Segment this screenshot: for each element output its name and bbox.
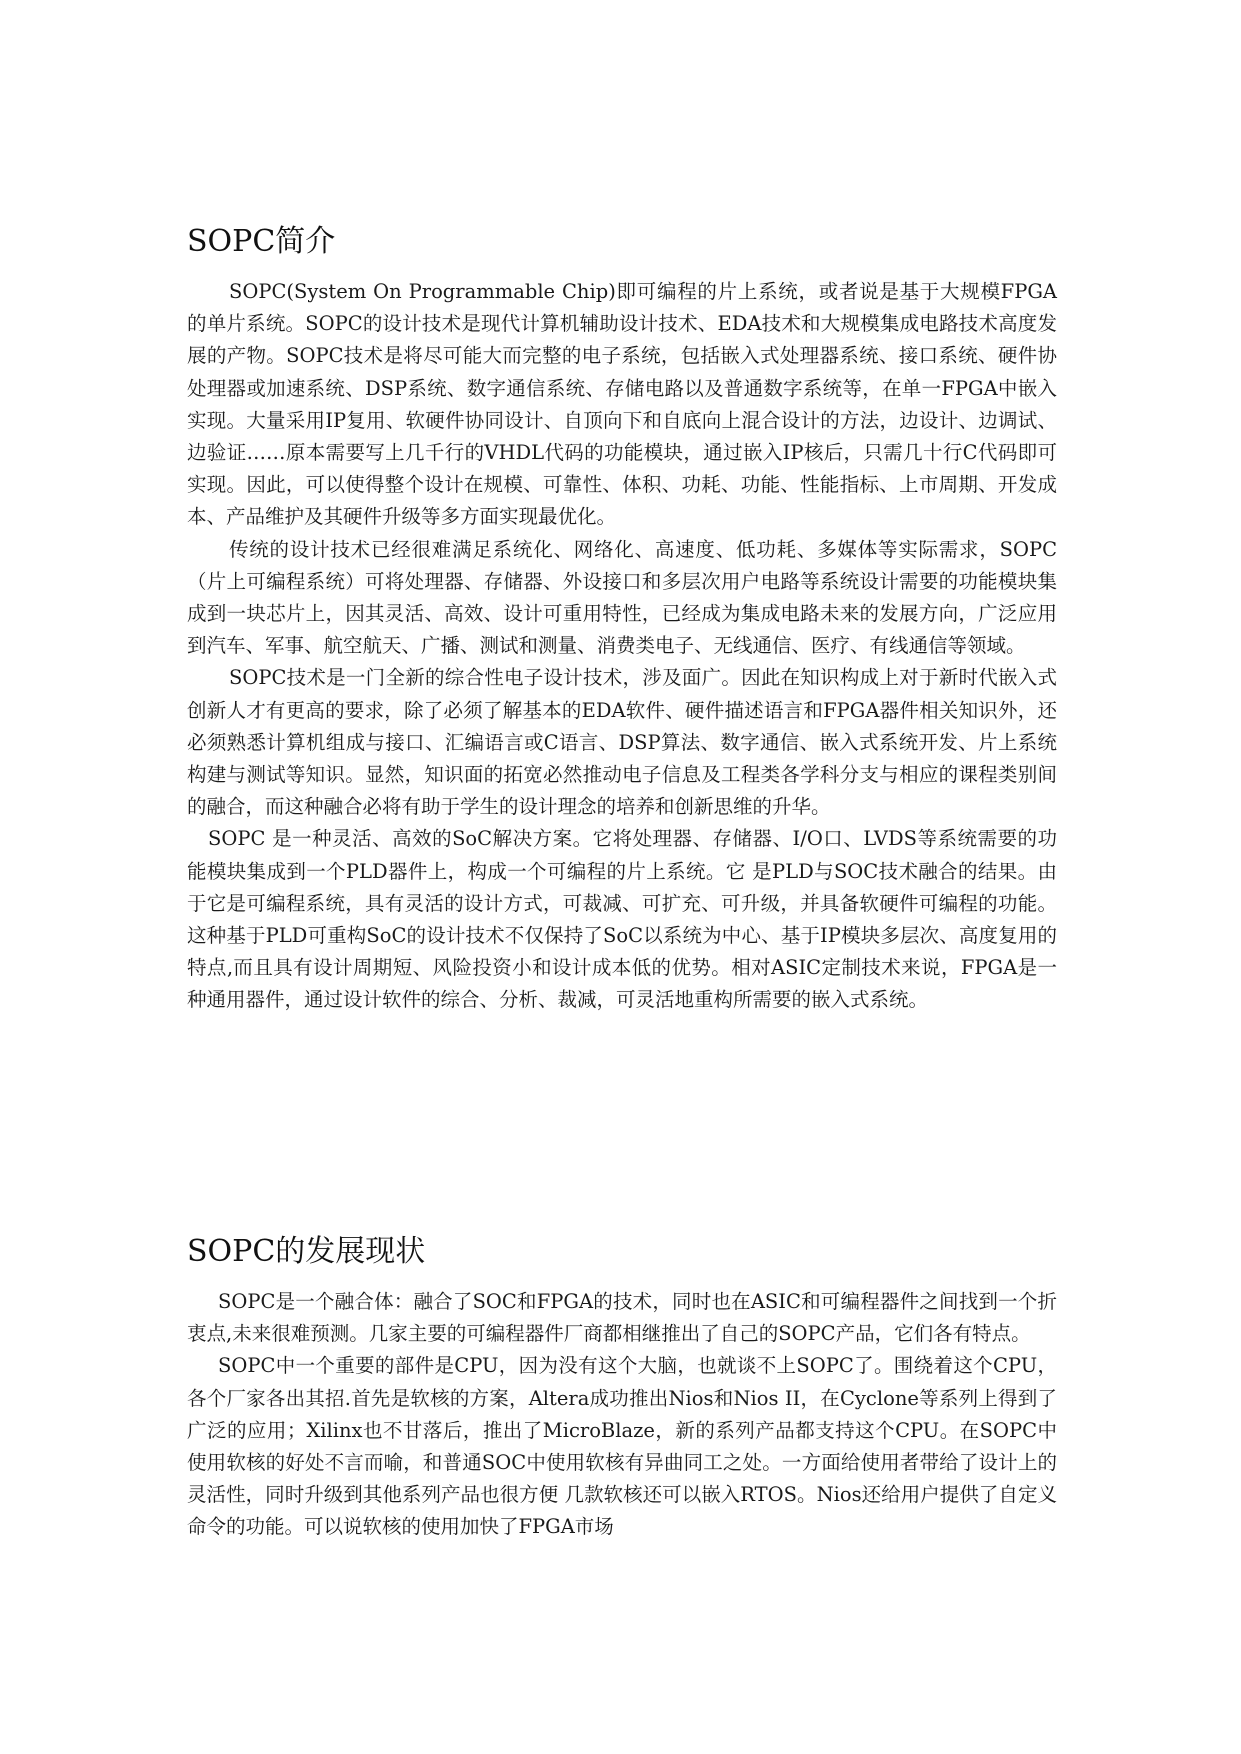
paragraph: SOPC是一个融合体：融合了SOC和FPGA的技术，同时也在ASIC和可编程器件之间找到一个折衷点,未来很难预测。几家主要的可编程器件厂商都相继推出了自己的SOPC产品，它们各有特点。 <box>187 1290 1057 1346</box>
section-sopc-status <box>187 1232 1057 1544</box>
section-sopc-intro <box>187 222 1057 1017</box>
section-title: SOPC的发展现状 <box>187 1234 426 1269</box>
paragraph: SOPC中一个重要的部件是CPU，因为没有这个大脑，也就谈不上SOPC了。围绕着这个CPU，各个厂家各出其招.首先是软核的方案，Altera成功推出Nios和Nios II，在Cyclone等系列上得到了广泛的应用；Xilinx也不甘落后，推出了MicroBlaze，新的系列产品都支持这个CPU。在SOPC中使用软核的好处不言而喻，和普通SOC中使用软核有异曲同工之处。一方面给使用者带给了设计上的灵活性，同时升级到其他系列产品也很方便 几款软核还可以嵌入RTOS。Nios还给用户提供了自定义命令的功能。可以说软核的使用加快了FPGA市场 <box>187 1354 1057 1539</box>
paragraph: SOPC(System On Programmable Chip)即可编程的片上系统，或者说是基于大规模FPGA的单片系统。SOPC的设计技术是现代计算机辅助设计技术、EDA技术和大规模集成电路技术高度发展的产物。SOPC技术是将尽可能大而完整的电子系统，包括嵌入式处理器系统、接口系统、硬件协处理器或加速系统、DSP系统、数字通信系统、存储电路以及普通数字系统等，在单一FPGA中嵌入实现。大量采用IP复用、软硬件协同设计、自顶向下和自底向上混合设计的方法，边设计、边调试、边验证……原本需要写上几千行的VHDL代码的功能模块，通过嵌入IP核后，只需几十行C代码即可实现。因此，可以使得整个设计在规模、可靠性、体积、功耗、功能、性能指标、上市周期、开发成本、产品维护及其硬件升级等多方面实现最优化。 <box>187 280 1057 529</box>
paragraph: 传统的设计技术已经很难满足系统化、网络化、高速度、低功耗、多媒体等实际需求，SOPC（片上可编程系统）可将处理器、存储器、外设接口和多层次用户电路等系统设计需要的功能模块集成到一块芯片上，因其灵活、高效、设计可重用特性，已经成为集成电路未来的发展方向，广泛应用到汽车、军事、航空航天、广播、测试和测量、消费类电子、无线通信、医疗、有线通信等领域。 <box>187 537 1057 658</box>
paragraph: SOPC 是一种灵活、高效的SoC解决方案。它将处理器、存储器、I/O口、LVDS等系统需要的功能模块集成到一个PLD器件上，构成一个可编程的片上系统。它 是PLD与SOC技术融合的结果。由于它是可编程系统，具有灵活的设计方式，可裁减、可扩充、可升级，并具备软硬件可编程的功能。这种基于PLD可重构SoC的设计技术不仅保持了SoC以系统为中心、基于IP模块多层次、高度复用的特点,而且具有设计周期短、风险投资小和设计成本低的优势。相对ASIC定制技术来说，FPGA是一种通用器件，通过设计软件的综合、分析、裁减，可灵活地重构所需要的嵌入式系统。 <box>187 827 1057 1012</box>
paragraph: SOPC技术是一门全新的综合性电子设计技术，涉及面广。因此在知识构成上对于新时代嵌入式创新人才有更高的要求，除了必须了解基本的EDA软件、硬件描述语言和FPGA器件相关知识外，还必须熟悉计算机组成与接口、汇编语言或C语言、DSP算法、数字通信、嵌入式系统开发、片上系统构建与测试等知识。显然，知识面的拓宽必然推动电子信息及工程类各学科分支与相应的课程类别间的融合，而这种融合必将有助于学生的设计理念的培养和创新思维的升华。 <box>187 666 1057 819</box>
section-title: SOPC简介 <box>187 224 336 259</box>
